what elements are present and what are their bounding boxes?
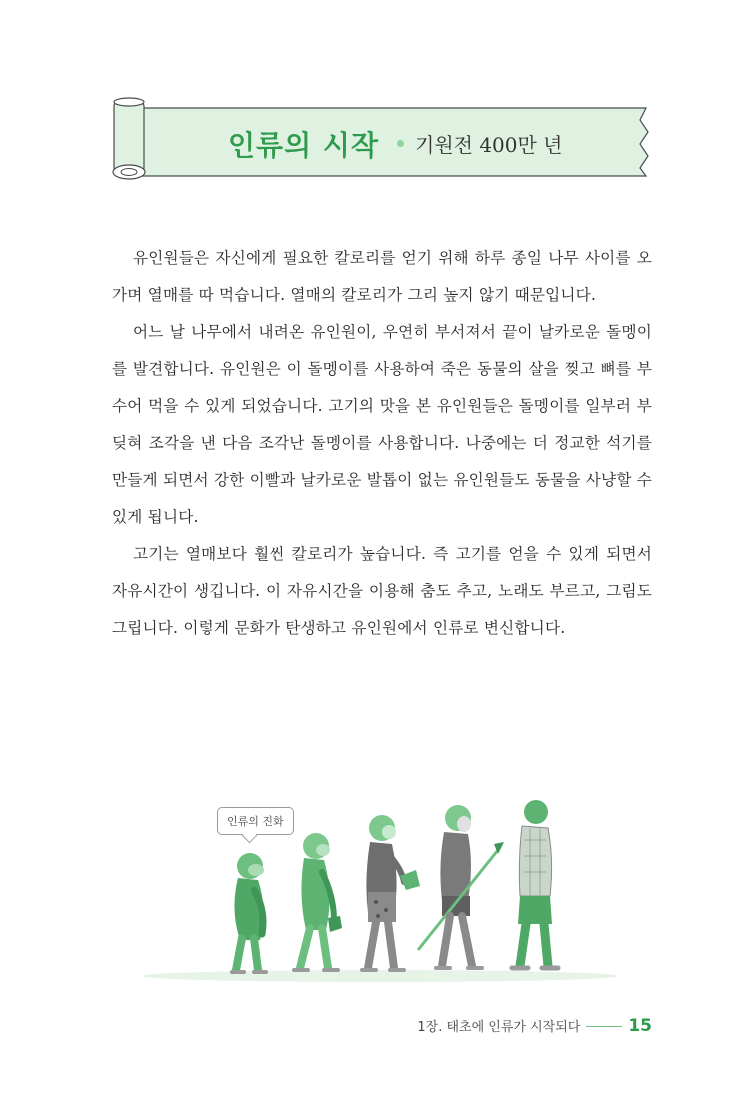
hunter-figure-icon xyxy=(418,805,504,968)
modern-human-figure-icon xyxy=(512,800,558,968)
evolution-illustration xyxy=(140,800,620,990)
body-text xyxy=(112,240,652,647)
speech-bubble: 인류의 진화 xyxy=(217,807,294,835)
scroll-banner-graphic xyxy=(110,96,656,184)
banner-title: 인류의 시작 xyxy=(228,129,379,162)
separator-dot-icon xyxy=(397,140,404,147)
banner-subtitle: 기원전 400만 년 xyxy=(415,133,563,157)
paragraph: 어느 날 나무에서 내려온 유인원이, 우연히 부서져서 끝이 날카로운 돌멩이를 발견합니다. 유인원은 이 돌멩이를 사용하여 죽은 동물의 살을 찢고 뼈를 부수어 먹을 수 있게 되었습니다. 고기의 맛을 본 유인원들은 돌멩이를 일부러 부딪혀 조각을 낸 다음 조각난 돌멩이를 사용합니다. 나중에는 더 정교한 석기를 만들게 되면서 강한 이빨과 날카로운 발톱이 없는 유인원들도 동물을 사냥할 수 있게 됩니다. xyxy=(112,323,653,526)
ground-shadow xyxy=(142,970,618,982)
caveman-figure-icon xyxy=(362,815,420,970)
page-footer xyxy=(417,1016,652,1036)
ape-figure-icon xyxy=(232,853,266,972)
chapter-banner xyxy=(110,96,656,184)
early-hominid-figure-icon xyxy=(294,833,342,970)
footer-divider xyxy=(586,1026,622,1027)
paragraph: 유인원들은 자신에게 필요한 칼로리를 얻기 위해 하루 종일 나무 사이를 오가며 열매를 따 먹습니다. 열매의 칼로리가 그리 높지 않기 때문입니다. xyxy=(112,249,652,304)
paragraph: 고기는 열매보다 훨씬 칼로리가 높습니다. 즉 고기를 얻을 수 있게 되면서 자유시간이 생깁니다. 이 자유시간을 이용해 춤도 추고, 노래도 부르고, 그림도 그립니다. 이렇게 문화가 탄생하고 유인원에서 인류로 변신합니다. xyxy=(112,545,652,637)
page-number: 15 xyxy=(628,1016,652,1036)
evolution-figures xyxy=(140,800,620,990)
chapter-title: 1장. 태초에 인류가 시작되다 xyxy=(417,1020,581,1035)
